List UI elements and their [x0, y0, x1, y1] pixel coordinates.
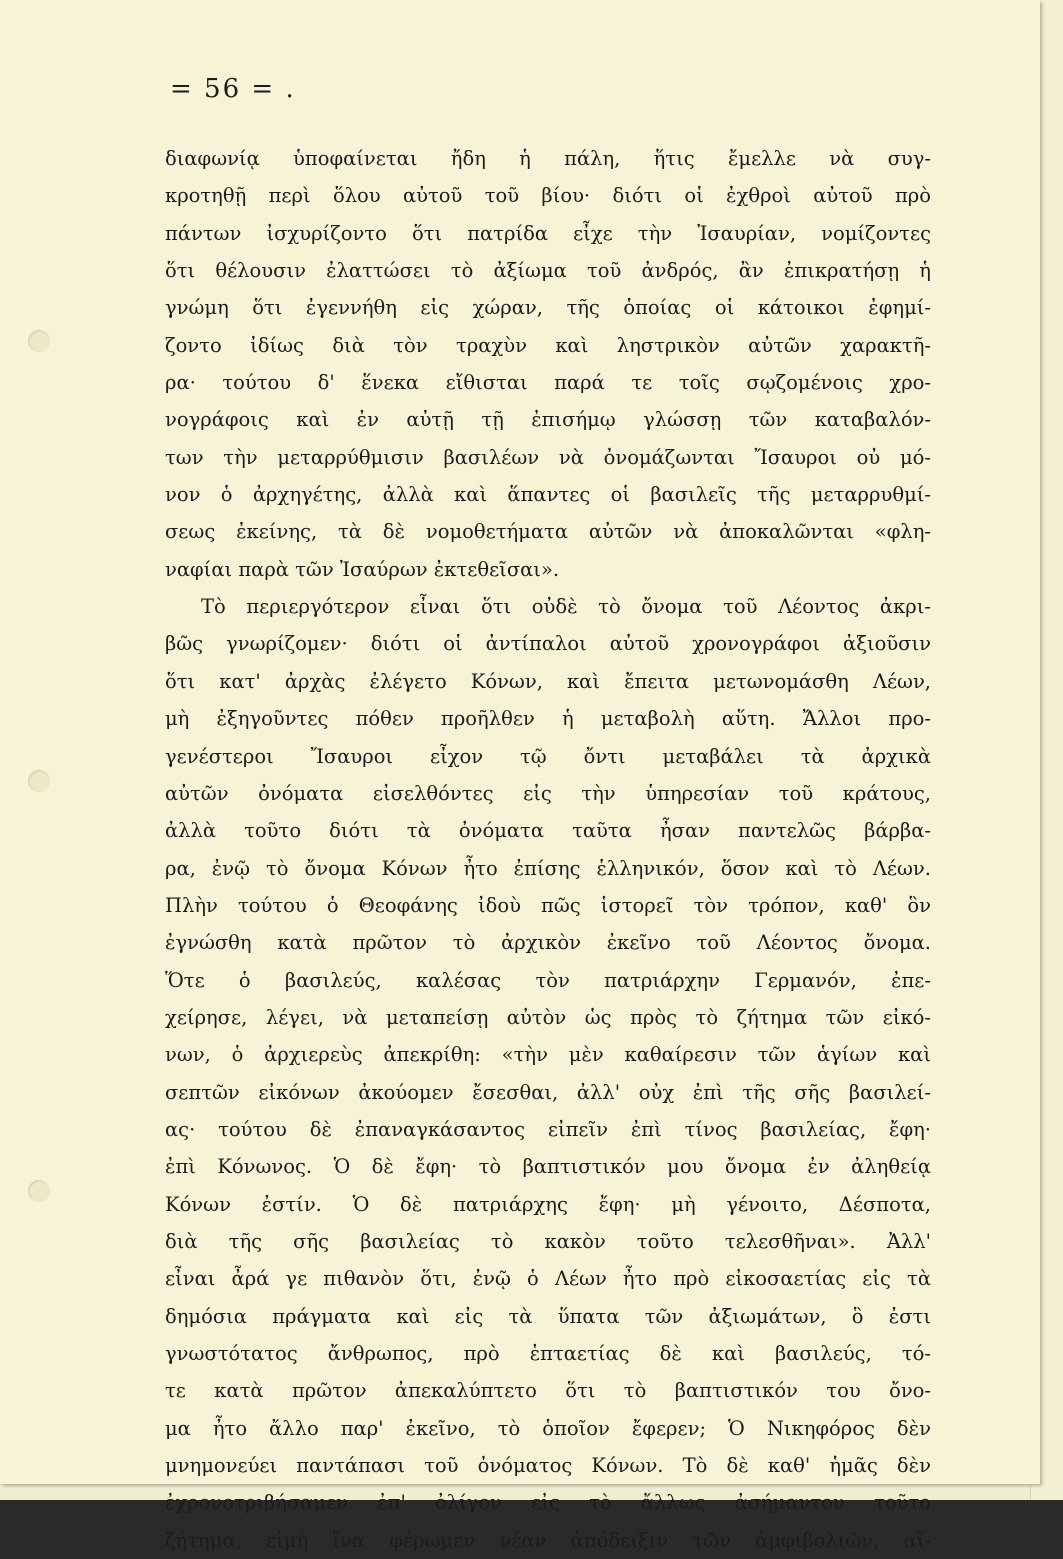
text-line: χείρησε, λέγει, νὰ μεταπείσῃ αὐτὸν ὡς πρὸς τὸ ζήτημα τῶν εἰκό-	[165, 1005, 931, 1029]
text-line: ρα, ἐνῷ τὸ ὄνομα Κόνων ἦτο ἐπίσης ἑλληνικόν, ὅσον καὶ τὸ Λέων.	[165, 856, 931, 880]
text-line: διὰ τῆς σῆς βασιλείας τὸ κακὸν τοῦτο τελεσθῆναι». Ἀλλ'	[165, 1229, 931, 1253]
text-line: σεπτῶν εἰκόνων ἀκούομεν ἔσεσθαι, ἀλλ' οὐχ ἐπὶ τῆς σῆς βασιλεί-	[165, 1080, 931, 1104]
body-text	[165, 140, 931, 1559]
text-line: αὐτῶν ὀνόματα εἰσελθόντες εἰς τὴν ὑπηρεσίαν τοῦ κράτους,	[165, 781, 931, 805]
text-line: πάντων ἰσχυρίζοντο ὅτι πατρίδα εἶχε τὴν Ἰσαυρίαν, νομίζοντες	[165, 221, 931, 245]
text-line: νων, ὁ ἀρχιερεὺς ἀπεκρίθη: «τὴν μὲν καθαίρεσιν τῶν ἁγίων καὶ	[165, 1043, 931, 1067]
text-line: ρα· τούτου δ' ἕνεκα εἴθισται παρά τε τοῖς σῳζομένοις χρο-	[165, 371, 931, 395]
text-line: νον ὁ ἀρχηγέτης, ἀλλὰ καὶ ἅπαντες οἱ βασιλεῖς τῆς μεταρρυθμί-	[165, 483, 931, 507]
text-line: ἐγνώσθη κατὰ πρῶτον τὸ ἀρχικὸν ἐκεῖνο τοῦ Λέοντος ὄνομα.	[165, 931, 931, 955]
text-line: διαφωνίᾳ ὑποφαίνεται ἤδη ἡ πάλη, ἥτις ἔμελλε νὰ συγ-	[165, 147, 931, 170]
page-number: = 56 = .	[170, 74, 296, 104]
text-line: ναφίαι παρὰ τῶν Ἰσαύρων ἐκτεθεῖσαι».	[165, 557, 560, 581]
text-line: κροτηθῇ περὶ ὅλου αὐτοῦ τοῦ βίου· διότι οἱ ἐχθροὶ αὐτοῦ πρὸ	[165, 184, 931, 208]
text-line: των τὴν μεταρρύθμισιν βασιλέων νὰ ὀνομάζωνται Ἴσαυροι οὐ μό-	[165, 445, 931, 469]
binding-hole	[28, 330, 50, 352]
binding-hole	[28, 1180, 50, 1202]
text-line: ὅτι κατ' ἀρχὰς ἐλέγετο Κόνων, καὶ ἔπειτα μετωνομάσθη Λέων,	[165, 669, 931, 693]
text-line: σεως ἐκείνης, τὰ δὲ νομοθετήματα αὐτῶν νὰ ἀποκαλῶνται «φλη-	[165, 520, 931, 544]
text-line: ζήτημα, εἰμὴ ἵνα φέρωμεν νέαν ἀπόδειξιν τῶν ἀμφιβολιῶν, αἵ-	[165, 1528, 931, 1552]
text-line: δημόσια πράγματα καὶ εἰς τὰ ὕπατα τῶν ἀξιωμάτων, ὃ ἐστι	[165, 1304, 931, 1328]
text-line: Ὅτε ὁ βασιλεύς, καλέσας τὸν πατριάρχην Γερμανόν, ἐπε-	[165, 968, 931, 992]
text-line: μνημονεύει παντάπασι τοῦ ὀνόματος Κόνων. Τὸ δὲ καθ' ἡμᾶς δὲν	[165, 1454, 931, 1478]
binding-hole	[28, 770, 50, 792]
text-line: εἶναι ἆρά γε πιθανὸν ὅτι, ἐνῷ ὁ Λέων ἦτο πρὸ εἰκοσαετίας εἰς τὰ	[165, 1267, 931, 1291]
text-line: ἐχρονοτριβήσαμεν ἐπ' ὀλίγον εἰς τὸ ἄλλως ἀσήμαντον τοῦτο	[165, 1491, 931, 1515]
text-line: γνώμη ὅτι ἐγεννήθη εἰς χώραν, τῆς ὁποίας οἱ κάτοικοι ἐφημί-	[165, 296, 931, 320]
text-line: ζοντο ἰδίως διὰ τὸν τραχὺν καὶ ληστρικὸν αὐτῶν χαρακτῆ-	[165, 333, 931, 357]
text-line: Κόνων ἐστίν. Ὁ δὲ πατριάρχης ἔφη· μὴ γένοιτο, Δέσποτα,	[165, 1192, 931, 1216]
text-line: ας· τούτου δὲ ἐπαναγκάσαντος εἰπεῖν ἐπὶ τίνος βασιλείας, ἔφη·	[165, 1117, 931, 1141]
text-line: μὴ ἐξηγοῦντες πόθεν προῆλθεν ἡ μεταβολὴ αὕτη. Ἄλλοι προ-	[165, 707, 931, 731]
text-line: γνωστότατος ἄνθρωπος, πρὸ ἑπταετίας δὲ καὶ βασιλεύς, τό-	[165, 1342, 931, 1365]
text-line: γενέστεροι Ἴσαυροι εἶχον τῷ ὄντι μεταβάλει τὰ ἀρχικὰ	[165, 744, 931, 768]
text-line: βῶς γνωρίζομεν· διότι οἱ ἀντίπαλοι αὐτοῦ χρονογράφοι ἀξιοῦσιν	[165, 632, 931, 656]
text-line: μα ἦτο ἄλλο παρ' ἐκεῖνο, τὸ ὁποῖον ἔφερεν; Ὁ Νικηφόρος δὲν	[165, 1416, 931, 1440]
text-line: Τὸ περιεργότερον εἶναι ὅτι οὐδὲ τὸ ὄνομα τοῦ Λέοντος ἀκρι-	[201, 595, 931, 619]
text-line: τε κατὰ πρῶτον ἀπεκαλύπτετο ὅτι τὸ βαπτιστικόν του ὄνο-	[165, 1379, 931, 1403]
text-line: ἀλλὰ τοῦτο διότι τὰ ὀνόματα ταῦτα ἦσαν παντελῶς βάρβα-	[165, 819, 931, 843]
text-line: ἐπὶ Κόνωνος. Ὁ δὲ ἔφη· τὸ βαπτιστικόν μου ὄνομα ἐν ἀληθείᾳ	[165, 1155, 931, 1179]
text-line: Πλὴν τούτου ὁ Θεοφάνης ἰδοὺ πῶς ἱστορεῖ τὸν τρόπον, καθ' ὃν	[165, 893, 931, 917]
text-line: ὅτι θέλουσιν ἐλαττώσει τὸ ἀξίωμα τοῦ ἀνδρός, ἂν ἐπικρατήσῃ ἡ	[165, 259, 931, 283]
text-line: νογράφοις καὶ ἐν αὐτῇ τῇ ἐπισήμῳ γλώσσῃ τῶν καταβαλόν-	[165, 408, 931, 432]
